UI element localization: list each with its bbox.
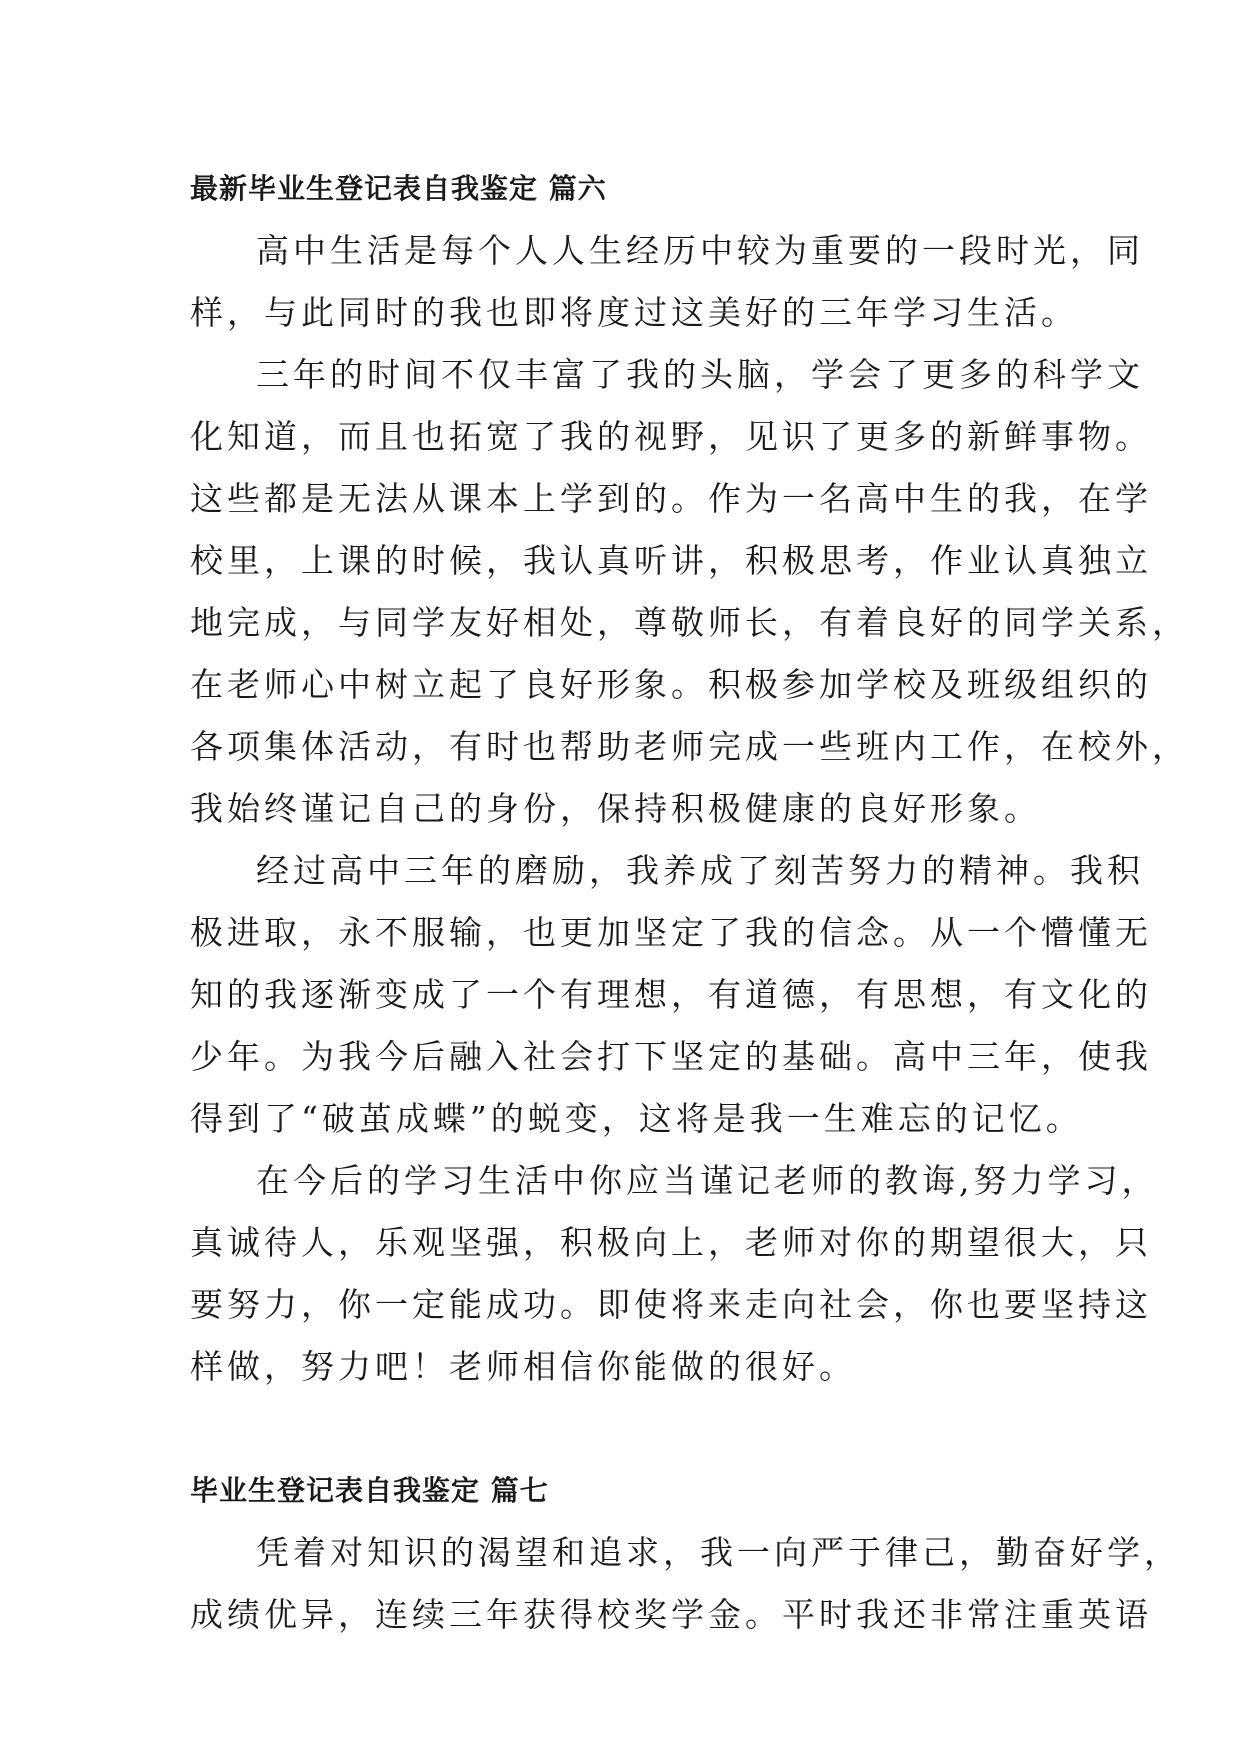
text-line: 成绩优异，连续三年获得校奖学金。平时我还非常注重英语 bbox=[190, 1595, 1152, 1634]
text-line: 化知道，而且也拓宽了我的视野，见识了更多的新鲜事物。 bbox=[190, 417, 1152, 456]
paragraph bbox=[190, 344, 1189, 840]
text-line: 这些都是无法从课本上学到的。作为一名高中生的我，在学 bbox=[190, 479, 1152, 518]
text-line: 样，与此同时的我也即将度过这美好的三年学习生活。 bbox=[190, 293, 1078, 332]
text-line: 得到了“破茧成蝶”的蜕变，这将是我一生难忘的记忆。 bbox=[190, 1099, 1083, 1138]
text-line: 要努力，你一定能成功。即使将来走向社会，你也要坚持这 bbox=[190, 1285, 1152, 1324]
section-heading: 毕业生登记表自我鉴定 篇七 bbox=[190, 1474, 549, 1507]
text-line: 极进取，永不服输，也更加坚定了我的信念。从一个懵懂无 bbox=[190, 913, 1152, 952]
text-line: 我始终谨记自己的身份，保持积极健康的良好形象。 bbox=[190, 789, 1041, 828]
section-gap bbox=[190, 1398, 1050, 1460]
text-line: 样做，努力吧！老师相信你能做的很好。 bbox=[190, 1347, 856, 1386]
text-line: 校里，上课的时候，我认真听讲，积极思考，作业认真独立 bbox=[190, 541, 1152, 580]
text-line: 在今后的学习生活中你应当谨记老师的教诲,努力学习， bbox=[256, 1161, 1159, 1200]
text-line: 凭着对知识的渴望和追求，我一向严于律己，勤奋好学， bbox=[256, 1533, 1181, 1572]
paragraph bbox=[190, 1522, 1181, 1646]
text-line: 三年的时间不仅丰富了我的头脑，学会了更多的科学文 bbox=[256, 355, 1144, 394]
paragraph bbox=[190, 1150, 1159, 1398]
paragraph bbox=[190, 840, 1152, 1150]
section-heading: 最新毕业生登记表自我鉴定 篇六 bbox=[190, 172, 607, 205]
text-line: 各项集体活动，有时也帮助老师完成一些班内工作，在校外， bbox=[190, 727, 1189, 766]
text-line: 少年。为我今后融入社会打下坚定的基础。高中三年，使我 bbox=[190, 1037, 1152, 1076]
text-line: 在老师心中树立起了良好形象。积极参加学校及班级组织的 bbox=[190, 665, 1152, 704]
text-column bbox=[190, 158, 1189, 1646]
text-line: 经过高中三年的磨励，我养成了刻苦努力的精神。我积 bbox=[256, 851, 1144, 890]
section-6 bbox=[190, 158, 1189, 1398]
text-line: 地完成，与同学友好相处，尊敬师长，有着良好的同学关系， bbox=[190, 603, 1189, 642]
text-line: 真诚待人，乐观坚强，积极向上，老师对你的期望很大，只 bbox=[190, 1223, 1152, 1262]
text-line: 高中生活是每个人人生经历中较为重要的一段时光，同 bbox=[256, 231, 1144, 270]
section-7 bbox=[190, 1460, 1181, 1646]
paragraph bbox=[190, 220, 1144, 344]
text-line: 知的我逐渐变成了一个有理想，有道德，有思想，有文化的 bbox=[190, 975, 1152, 1014]
